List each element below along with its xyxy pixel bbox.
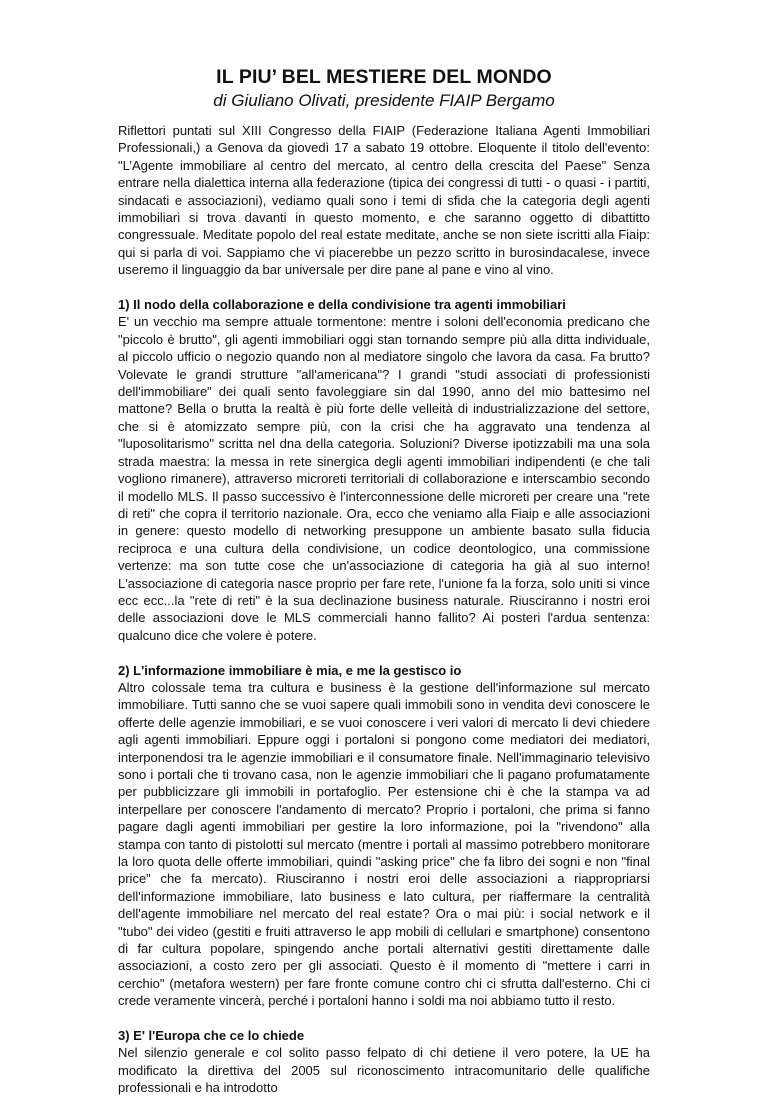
- section-heading: 3) E' l'Europa che ce lo chiede: [118, 1028, 305, 1044]
- section-heading: 1) Il nodo della collaborazione e della condivisione tra agenti immobiliari: [118, 297, 566, 313]
- section-heading: 2) L'informazione immobiliare è mia, e me la gestisco io: [118, 662, 462, 678]
- document-subtitle: di Giuliano Olivati, presidente FIAIP Bergamo: [213, 91, 555, 110]
- section-paragraph: Altro colossale tema tra cultura e business è la gestione dell'informazione sul mercato immobiliare. Tutti sanno che se vuoi sapere quali immobili sono in vendita devi conoscere le offerte delle agenzie immobiliari, e se vuoi conoscere i veri valori di mercato li devi chiedere agli agenti immobiliari. Eppure oggi i portaloni si pongono come mediatori dei mediatori, interponendosi tra le agenzie immobiliari e il consumatore finale. Nell'immaginario televisivo sono i portali che ti trovano casa, non le agenzie immobiliari che li pagano profumatamente per pubblicizzare gli immobili in portafoglio. Per estensione chi è che la stampa va ad interpellare per conoscere l'andamento di mercato? Proprio i portaloni, che prima si fanno pagare dagli agenti immobiliari per gestire la loro informazione, poi la "rivendono" alla stampa con tanto di pistolotti sul mercato (mentre i portali al massimo potrebbero monitorare la loro quota delle offerte immobiliari, quindi "asking price" che fa libro dei sogni e non "final price" che fa mercato). Riusciranno i nostri eroi delle associazioni a riappropriarsi dell'informazione immobiliare, lato business e lato cultura, per riaffermare la centralità dell'agente immobiliare nel mercato del real estate? Ora o mai più: i social network e il "tubo" dei video (gestiti e fruiti attraverso le app mobili di cellulari e smartphone) consentono di far cultura popolare, spingendo anche portali alternativi gestiti direttamente dalle associazioni, a costo zero per gli associati. Questo è il momento di "mettere i carri in cerchio" (metafora western) per fare fronte comune contro chi ci sfrutta dall'esterno. Chi ci crede veramente vincerà, perché i portaloni hanno i soldi ma noi abbiamo tutto il resto.: [118, 679, 650, 1009]
- section-paragraph: Nel silenzio generale e col solito passo felpato di chi detiene il vero potere, la UE ha modificato la direttiva del 2005 sul riconoscimento intracomunitario delle qualifiche professionali e ha introdotto: [118, 1045, 650, 1096]
- document-body: [118, 122, 650, 1097]
- section-paragraph: E' un vecchio ma sempre attuale tormentone: mentre i soloni dell'economia predicano che "piccolo è brutto", gli agenti immobiliari oggi stan tornando sempre più alla ditta individuale, al piccolo ufficio o negozio quando non al mediatore singolo che lavora da casa. Fa brutto? Volevate le grandi strutture "all'americana"? I grandi "studi associati di professionisti dell'immobiliare" dei quali sento favoleggiare sin dal 1990, anno del mio battesimo nel mattone? Bella o brutta la realtà è più forte delle velleità di industrializzazione del settore, che si è atomizzato sempre più, con la crisi che ha aggravato una tendenza al "luposolitarismo" scritta nel dna della categoria. Soluzioni? Diverse ipotizzabili ma una sola strada maestra: la messa in rete sinergica degli agenti immobiliari indipendenti (e che tali vogliono rimanere), attraverso microreti territoriali di collaborazione e interscambio secondo il modello MLS. Il passo successivo è l'interconnessione delle microreti per creare una "rete di reti" che copra il territorio nazionale. Ora, ecco che veniamo alla Fiaip e alle associazioni in genere: questo modello di networking presuppone un ambiente basato sulla fiducia reciproca e una cultura della condivisione, un codice deontologico, una commissione vertenze: ma son tutte cose che un'associazione di categoria ha già al suo interno! L'associazione di categoria nasce proprio per fare rete, l'unione fa la forza, solo uniti si vince ecc ecc...la "rete di reti" è la sua declinazione business naturale. Riusciranno i nostri eroi delle associazioni dove le MLS commerciali hanno fallito? Ai posteri l'ardua sentenza: qualcuno dice che volere è potere.: [118, 314, 650, 643]
- document-header: [118, 58, 650, 112]
- intro-paragraph: Riflettori puntati sul XIII Congresso della FIAIP (Federazione Italiana Agenti Immobiliari Professionali,) a Genova da giovedì 17 a sabato 19 ottobre. Eloquente il titolo dell'evento: "L’Agente immobiliare al centro del mercato, al centro della crescita del Paese" Senza entrare nella dialettica interna alla federazione (tipica dei congressi di tutti - o quasi - i partiti, sindacati e associazioni), vediamo quali sono i temi di sfida che la categoria degli agenti immobiliari si trova davanti in questo momento, e che saranno oggetto di dibattitto congressuale. Meditate popolo del real estate meditate, anche se non siete iscritti alla Fiaip: qui si parla di voi. Sappiamo che vi piacerebbe un pezzo scritto in burosindacalese, invece useremo il linguaggio da bar universale per dire pane al pane e vino al vino.: [118, 123, 650, 278]
- section-2: [118, 662, 650, 1010]
- section-3: [118, 1027, 650, 1097]
- section-1: [118, 296, 650, 644]
- document-title: IL PIU’ BEL MESTIERE DEL MONDO: [216, 66, 552, 88]
